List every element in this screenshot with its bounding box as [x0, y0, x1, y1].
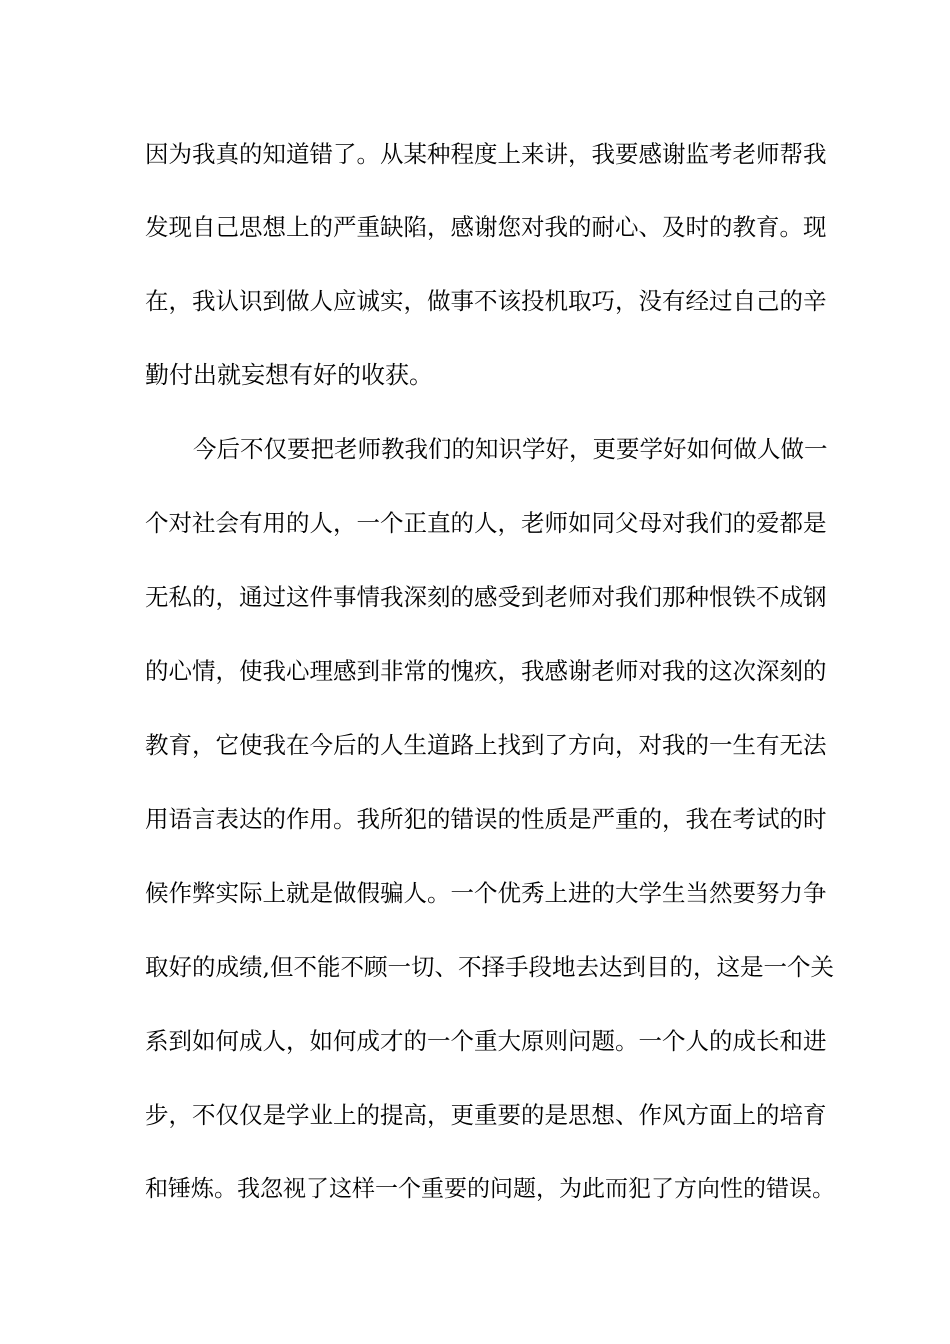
- paragraph-first-line: 今后不仅要把老师教我们的知识学好，更要学好如何做人做一: [193, 435, 828, 463]
- paragraph-line: 取好的成绩,但不能不顾一切、不择手段地去达到目的，这是一个关: [145, 953, 834, 981]
- paragraph-line: 步，不仅仅是学业上的提高，更重要的是思想、作风方面上的培育: [145, 1101, 827, 1129]
- paragraph-line: 教育，它使我在今后的人生道路上找到了方向，对我的一生有无法: [145, 731, 827, 759]
- paragraph-line: 发现自己思想上的严重缺陷，感谢您对我的耐心、及时的教育。现: [145, 213, 827, 241]
- paragraph-line: 个对社会有用的人，一个正直的人，老师如同父母对我们的爱都是: [145, 509, 827, 537]
- paragraph-line: 无私的，通过这件事情我深刻的感受到老师对我们那种恨铁不成钢: [145, 583, 827, 611]
- paragraph-line: 候作弊实际上就是做假骗人。一个优秀上进的大学生当然要努力争: [145, 879, 827, 907]
- paragraph-line: 用语言表达的作用。我所犯的错误的性质是严重的，我在考试的时: [145, 805, 827, 833]
- paragraph-line: 因为我真的知道错了。从某种程度上来讲，我要感谢监考老师帮我: [145, 140, 827, 168]
- paragraph-line: 系到如何成人，如何成才的一个重大原则问题。一个人的成长和进: [145, 1027, 827, 1055]
- paragraph-line: 在，我认识到做人应诚实，做事不该投机取巧，没有经过自己的辛: [145, 287, 827, 315]
- paragraph-line: 的心情，使我心理感到非常的愧疚，我感谢老师对我的这次深刻的: [145, 657, 827, 685]
- paragraph-line: 和锤炼。我忽视了这样一个重要的问题，为此而犯了方向性的错误。: [145, 1176, 835, 1202]
- paragraph-line: 勤付出就妄想有好的收获。: [145, 361, 433, 389]
